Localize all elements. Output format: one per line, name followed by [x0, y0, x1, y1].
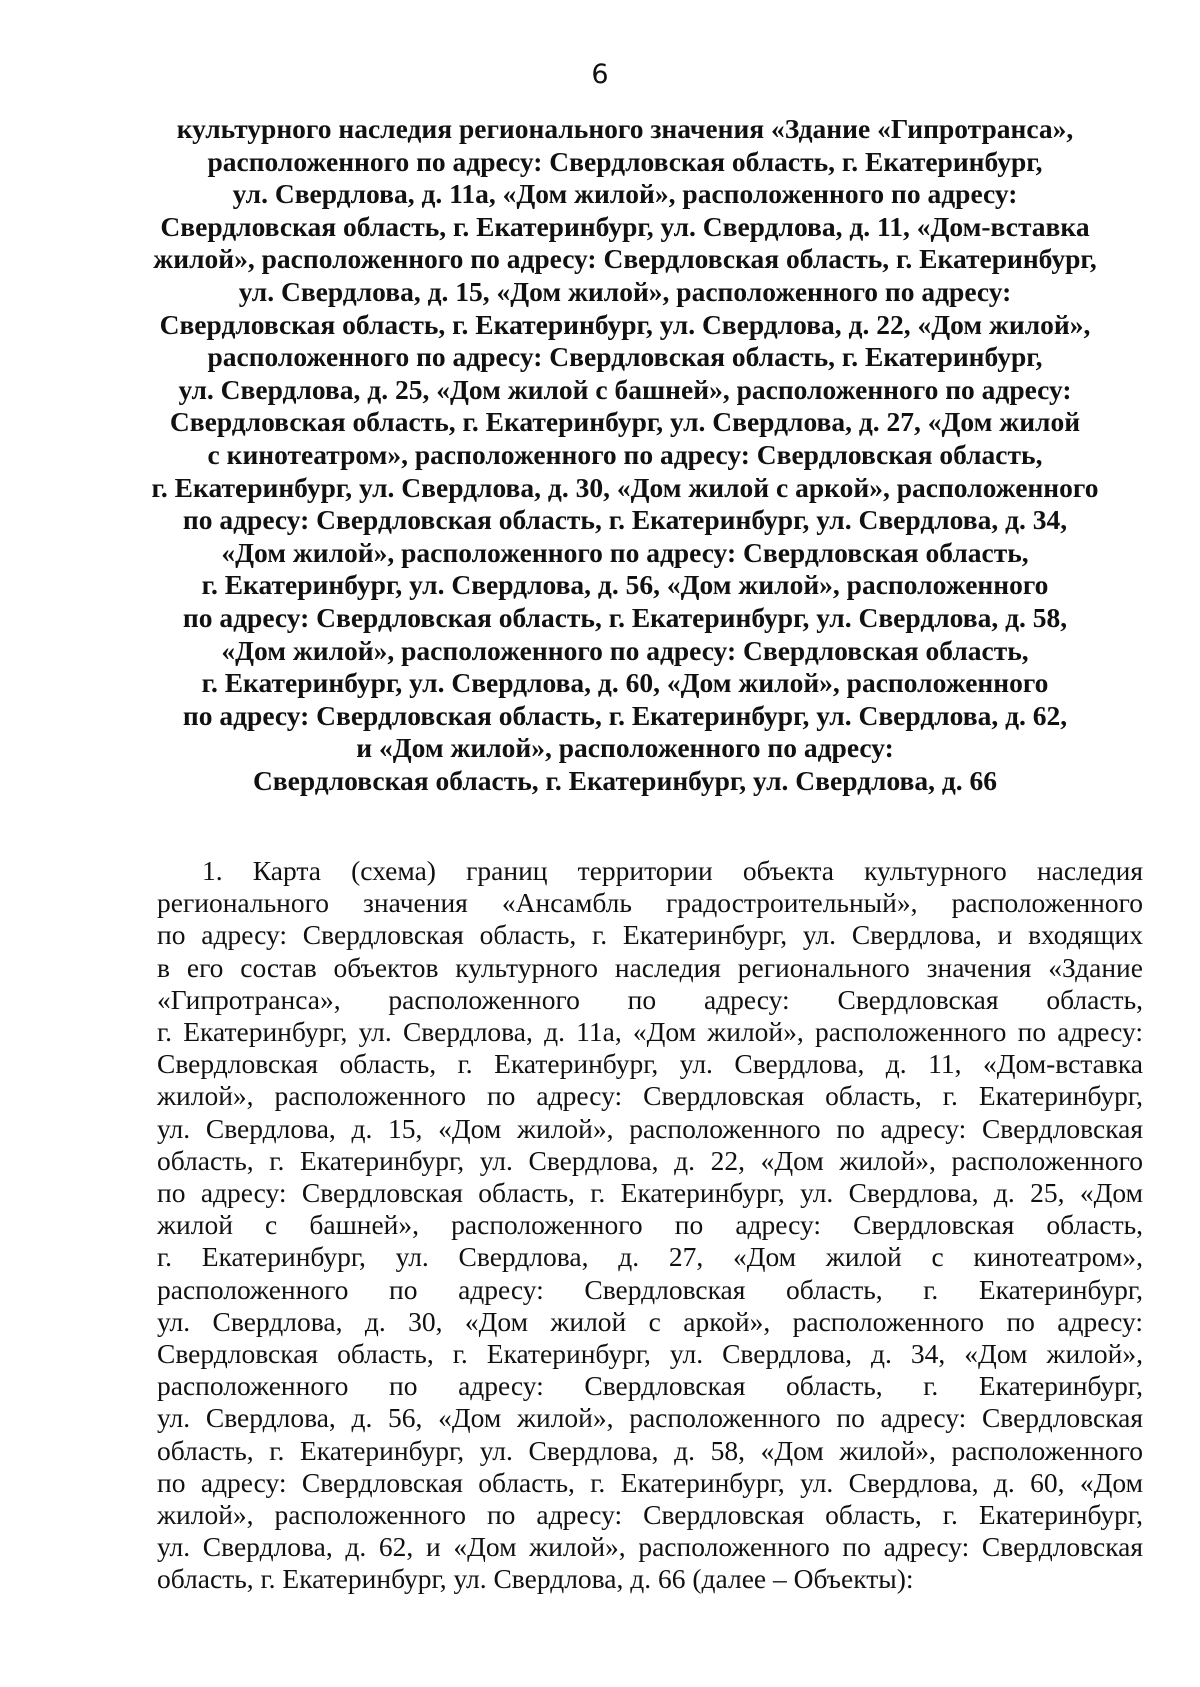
- paragraph-line: жилой», расположенного по адресу: Свердловская область, г. Екатеринбург,: [157, 1499, 1143, 1531]
- paragraph-line: в его состав объектов культурного наследия регионального значения «Здание: [157, 951, 1143, 983]
- paragraph-line: ул. Свердлова, д. 62, и «Дом жилой», расположенного по адресу: Свердловская: [157, 1531, 1143, 1563]
- heading-line: ул. Свердлова, д. 25, «Дом жилой с башней», расположенного по адресу:: [178, 373, 1072, 405]
- heading-line: Свердловская область, г. Екатеринбург, ул. Свердлова, д. 22, «Дом жилой»,: [159, 308, 1091, 340]
- paragraph-line: Свердловская область, г. Екатеринбург, ул. Свердлова, д. 11, «Дом-вставка: [157, 1048, 1143, 1080]
- paragraph-line: «Гипротранса», расположенного по адресу: Свердловская область,: [157, 983, 1143, 1015]
- heading-line: Свердловская область, г. Екатеринбург, ул. Свердлова, д. 11, «Дом-вставка: [160, 210, 1090, 242]
- paragraph-line: жилой», расположенного по адресу: Свердловская область, г. Екатеринбург,: [157, 1080, 1143, 1112]
- heading-line: ул. Свердлова, д. 15, «Дом жилой», расположенного по адресу:: [238, 275, 1012, 307]
- paragraph-line: ул. Свердлова, д. 15, «Дом жилой», расположенного по адресу: Свердловская: [157, 1112, 1143, 1144]
- paragraph-line: по адресу: Свердловская область, г. Екатеринбург, ул. Свердлова, д. 60, «Дом: [157, 1466, 1143, 1498]
- paragraph-line: расположенного по адресу: Свердловская область, г. Екатеринбург,: [157, 1273, 1143, 1305]
- section-heading: [150, 113, 1100, 797]
- heading-line: по адресу: Свердловская область, г. Екатеринбург, ул. Свердлова, д. 34,: [182, 504, 1068, 536]
- heading-line: по адресу: Свердловская область, г. Екатеринбург, ул. Свердлова, д. 62,: [182, 699, 1068, 731]
- paragraph-line: ул. Свердлова, д. 56, «Дом жилой», расположенного по адресу: Свердловская: [157, 1402, 1143, 1434]
- paragraph-line: Свердловская область, г. Екатеринбург, ул. Свердлова, д. 34, «Дом жилой»,: [157, 1338, 1143, 1370]
- paragraph-line: область, г. Екатеринбург, ул. Свердлова, д. 66 (далее – Объекты):: [157, 1563, 914, 1595]
- paragraph-line: расположенного по адресу: Свердловская область, г. Екатеринбург,: [157, 1370, 1143, 1402]
- heading-line: культурного наследия регионального значения «Здание «Гипротранса»,: [176, 113, 1074, 144]
- body-paragraph: [157, 855, 1143, 1596]
- paragraph-line: жилой с башней», расположенного по адресу: Свердловская область,: [157, 1209, 1143, 1241]
- paragraph-line: область, г. Екатеринбург, ул. Свердлова, д. 22, «Дом жилой», расположенного: [157, 1144, 1143, 1176]
- heading-line: г. Екатеринбург, ул. Свердлова, д. 30, «Дом жилой с аркой», расположенного: [151, 471, 1099, 503]
- paragraph-line: по адресу: Свердловская область, г. Екатеринбург, ул. Свердлова, и входящих: [157, 919, 1143, 951]
- paragraph-line: регионального значения «Ансамбль градостроительный», расположенного: [157, 887, 1143, 919]
- heading-line: г. Екатеринбург, ул. Свердлова, д. 56, «Дом жилой», расположенного: [201, 569, 1049, 601]
- heading-line: «Дом жилой», расположенного по адресу: Свердловская область,: [221, 634, 1029, 666]
- paragraph-line: г. Екатеринбург, ул. Свердлова, д. 11а, «Дом жилой», расположенного по адресу:: [157, 1016, 1143, 1048]
- heading-line: расположенного по адресу: Свердловская область, г. Екатеринбург,: [207, 145, 1043, 177]
- heading-line: по адресу: Свердловская область, г. Екатеринбург, ул. Свердлова, д. 58,: [182, 601, 1068, 633]
- page-number: 6: [591, 59, 609, 90]
- paragraph-line: 1. Карта (схема) границ территории объекта культурного наследия: [202, 855, 1143, 886]
- paragraph-line: ул. Свердлова, д. 30, «Дом жилой с аркой», расположенного по адресу:: [157, 1305, 1143, 1337]
- paragraph-line: область, г. Екатеринбург, ул. Свердлова, д. 58, «Дом жилой», расположенного: [157, 1434, 1143, 1466]
- heading-line: с кинотеатром», расположенного по адресу: Свердловская область,: [207, 438, 1043, 470]
- heading-line: «Дом жилой», расположенного по адресу: Свердловская область,: [221, 536, 1029, 568]
- heading-line: г. Екатеринбург, ул. Свердлова, д. 60, «Дом жилой», расположенного: [201, 667, 1049, 699]
- heading-line: Свердловская область, г. Екатеринбург, ул. Свердлова, д. 66: [252, 764, 998, 796]
- heading-line: и «Дом жилой», расположенного по адресу:: [356, 732, 894, 764]
- heading-line: расположенного по адресу: Свердловская область, г. Екатеринбург,: [207, 341, 1043, 373]
- paragraph-line: г. Екатеринбург, ул. Свердлова, д. 27, «Дом жилой с кинотеатром»,: [157, 1241, 1143, 1273]
- heading-line: Свердловская область, г. Екатеринбург, ул. Свердлова, д. 27, «Дом жилой: [169, 406, 1081, 438]
- paragraph-line: по адресу: Свердловская область, г. Екатеринбург, ул. Свердлова, д. 25, «Дом: [157, 1177, 1143, 1209]
- heading-line: жилой», расположенного по адресу: Свердловская область, г. Екатеринбург,: [153, 243, 1097, 275]
- heading-line: ул. Свердлова, д. 11а, «Дом жилой», расположенного по адресу:: [232, 178, 1018, 210]
